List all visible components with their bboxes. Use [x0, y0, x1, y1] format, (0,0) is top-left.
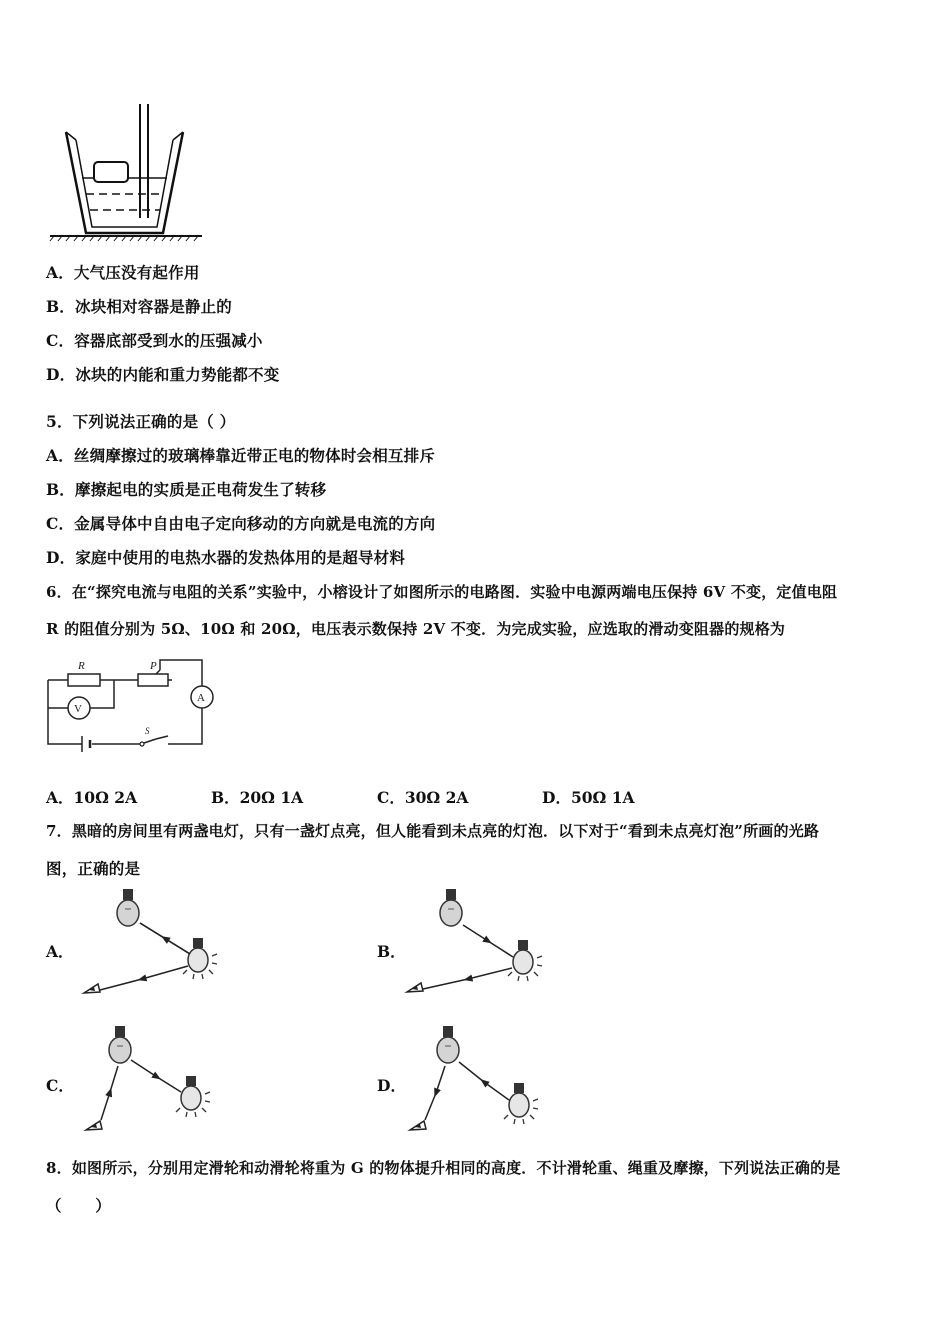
label-slider: P — [150, 660, 157, 672]
q6-option-c: C．30Ω 2A — [377, 788, 469, 807]
q6-option-a: A．10Ω 2A — [46, 788, 138, 807]
q4-option-d: D．冰块的内能和重力势能都不变 — [46, 365, 280, 384]
q7-option-a-label: A． — [46, 942, 74, 961]
q8-stem-line1: 8．如图所示，分别用定滑轮和动滑轮将重为 G 的物体提升相同的高度．不计滑轮重、绳重及摩擦，下列说法正确的是 — [46, 1159, 841, 1177]
q5-option-c: C．金属导体中自由电子定向移动的方向就是电流的方向 — [46, 514, 436, 533]
label-ammeter: A — [197, 692, 205, 704]
q7-stem-line2: 图，正确的是 — [46, 859, 141, 878]
q6-stem-line1: 6．在“探究电流与电阻的关系”实验中，小榕设计了如图所示的电路图．实验中电源两端电压保持 6V 不变，定值电阻 — [46, 583, 838, 601]
diagram-b — [407, 889, 542, 992]
q8-stem-line2: （ ） — [46, 1196, 111, 1215]
q7-stem-line1: 7．黑暗的房间里有两盏电灯，只有一盏灯点亮，但人能看到未点亮的灯泡．以下对于“看到未点亮灯泡”所画的光路 — [46, 822, 820, 840]
q4-option-c: C．容器底部受到水的压强减小 — [46, 331, 263, 350]
q7-option-c-label: C． — [46, 1076, 74, 1095]
label-resistor: R — [78, 660, 85, 672]
q7-option-d-label: D． — [377, 1076, 406, 1095]
diagram-a — [84, 889, 217, 993]
q6-option-b: B．20Ω 1A — [211, 788, 304, 807]
q6-stem-line2: R 的阻值分别为 5Ω、10Ω 和 20Ω，电压表示数保持 2V 不变．为完成实验，应选取的滑动变阻器的规格为 — [46, 620, 786, 638]
q5-option-b: B．摩擦起电的实质是正电荷发生了转移 — [46, 480, 327, 499]
q5-option-d: D．家庭中使用的电热水器的发热体用的是超导材料 — [46, 548, 406, 567]
q5-stem: 5．下列说法正确的是（ ） — [46, 412, 236, 431]
diagram-d — [410, 1026, 538, 1130]
q4-option-a: A．大气压没有起作用 — [46, 263, 200, 282]
diagram-c — [86, 1026, 210, 1130]
label-voltmeter: V — [74, 703, 82, 715]
q7-option-b-label: B． — [377, 942, 406, 961]
label-switch: S — [145, 726, 150, 736]
q6-option-d: D．50Ω 1A — [542, 788, 635, 807]
q4-option-b: B．冰块相对容器是静止的 — [46, 297, 233, 316]
q5-option-a: A．丝绸摩擦过的玻璃棒靠近带正电的物体时会相互排斥 — [46, 446, 436, 465]
